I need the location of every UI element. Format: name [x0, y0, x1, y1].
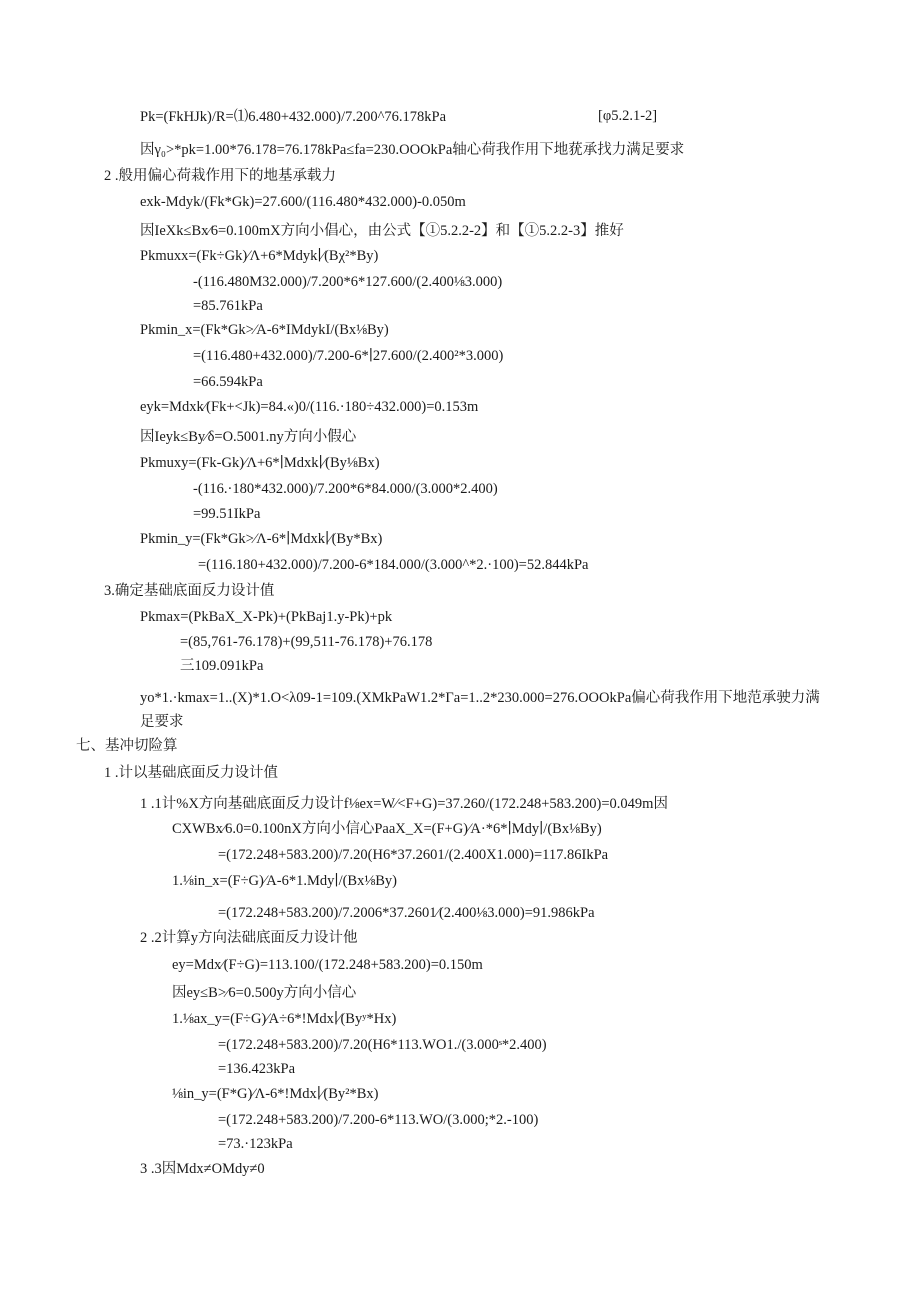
formula-line: Pkmuxy=(Fk-Gk)∕Λ+6*∣Mdxk∣∕(By⅛Bx) [140, 455, 380, 471]
formula-line: -(116.480M32.000)/7.200*6*127.600/(2.400⅛3.000) [193, 274, 503, 290]
formula-line: -(116.·180*432.000)/7.200*6*84.000/(3.000*2.400) [193, 481, 498, 497]
formula-line: 因Ieyk≤By∕δ=O.5001.ny方向小假心 [140, 429, 357, 445]
reference-tag: [φ5.2.1-2] [598, 108, 658, 124]
formula-line: CXWBx∕6.0=0.100nX方向小信心PaaX_X=(F+G)∕A·*6*∣Mdy∣/(Bx⅛By) [172, 821, 602, 837]
formula-line: =73.·123kPa [218, 1136, 293, 1152]
formula-line: Pkmin_x=(Fk*Gk>∕A-6*IMdykI/(Bx⅛By) [140, 322, 389, 338]
formula-line: 1.⅛ax_y=(F÷G)∕A÷6*!Mdx∣∕(Byʸ*Hx) [172, 1011, 397, 1027]
formula-line: =(172.248+583.200)/7.20(H6*113.WO1./(3.000ˢ*2.400) [218, 1037, 547, 1053]
formula-line: ⅛in_y=(F*G)∕Λ-6*!Mdx∣∕(By²*Bx) [172, 1086, 379, 1102]
formula-line: 1 .1计%X方向基础底面反力设计f⅛ex=W∕<F+G)=37.260/(172.248+583.200)=0.049m因 [140, 796, 668, 812]
formula-line: Pk=(FkHJk)/R=⑴6.480+432.000)/7.200^76.178kPa [140, 109, 447, 125]
formula-line: =99.51IkPa [193, 506, 261, 522]
formula-line: 因ey≤B>∕6=0.500y方向小信心 [172, 985, 357, 1001]
section-heading: 2 .般用偏心荷栽作用下的地基承载力 [104, 168, 336, 184]
formula-line: =(116.480+432.000)/7.200-6*∣27.600/(2.400²*3.000) [193, 348, 504, 364]
formula-line: Pkmin_y=(Fk*Gk>∕Λ-6*∣Mdxk∣∕(By*Bx) [140, 531, 383, 547]
formula-line: 因IeXk≤Bx⁄6=0.100mX方向小倡心，由公式【①5.2.2-2】和【①5.2.2-3】推好 [140, 223, 624, 239]
formula-line: Pkmax=(PkBaX_X-Pk)+(PkBaj1.y-Pk)+pk [140, 609, 393, 625]
formula-line: =(172.248+583.200)/7.2006*37.2601∕(2.400⅛3.000)=91.986kPa [218, 905, 595, 921]
section-heading: 七、基冲切险算 [76, 738, 178, 754]
formula-line: =(116.180+432.000)/7.200-6*184.000/(3.000^*2.·100)=52.844kPa [198, 557, 589, 573]
formula-line: =(172.248+583.200)/7.20(H6*37.2601/(2.400X1.000)=117.86IkPa [218, 847, 609, 863]
formula-line: ey=Mdx∕(F÷G)=113.100/(172.248+583.200)=0.150m [172, 957, 483, 973]
formula-line: eyk=Mdxk∕(Fk+<Jk)=84.«)0/(116.·180÷432.000)=0.153m [140, 399, 479, 415]
section-heading: 3.确定基础底面反力设计值 [104, 583, 275, 599]
formula-line: =(172.248+583.200)/7.200-6*113.WO/(3.000;*2.-100) [218, 1112, 539, 1128]
formula-line: =85.761kPa [193, 298, 263, 314]
formula-line: =66.594kPa [193, 374, 263, 390]
formula-line: exk-Mdyk/(Fk*Gk)=27.600/(116.480*432.000)-0.050m [140, 194, 466, 210]
formula-line: yo*1.·kmax=1..(X)*1.O<λ09-1=109.(XMkPaW1.2*Γa=1..2*230.000=276.OOOkPa偏心荷我作用下地范承驶力满足要求 [140, 690, 820, 730]
formula-line: Pkmuxx=(Fk÷Gk)∕Λ+6*Mdyk∣∕(Bχ²*By) [140, 248, 379, 264]
formula-line: =136.423kPa [218, 1061, 296, 1077]
section-heading: 2 .2计算y方向法础底面反力设计他 [140, 930, 358, 946]
formula-line: 因γ₀>*pk=1.00*76.178=76.178kPa≤fa=230.OOOkPa轴心荷我作用下地莸承找力满足要求 [140, 142, 685, 158]
formula-line: 三109.091kPa [180, 658, 264, 674]
formula-line: 1.⅛in_x=(F÷G)∕A-6*1.Mdy∣/(Bx⅛By) [172, 873, 397, 889]
section-heading: 1 .计以基础底面反力设计值 [104, 765, 278, 781]
section-heading: 3 .3因Mdx≠OMdy≠0 [140, 1161, 265, 1177]
formula-line: =(85,761-76.178)+(99,511-76.178)+76.178 [180, 634, 433, 650]
